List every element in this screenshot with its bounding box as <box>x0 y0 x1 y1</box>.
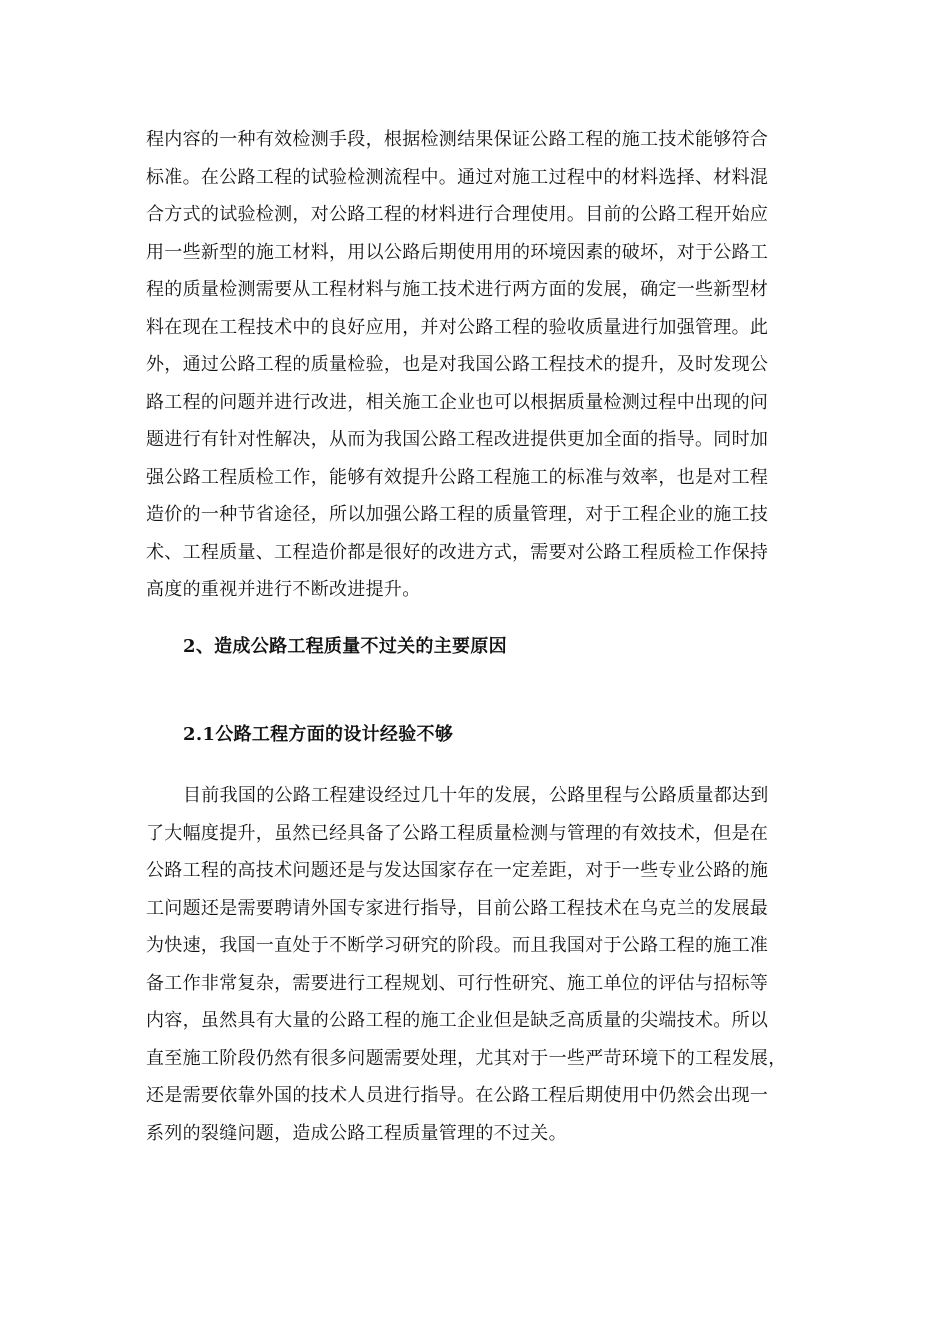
paragraph-line: 直至施工阶段仍然有很多问题需要处理，尤其对于一些严苛环境下的工程发展， <box>146 1047 787 1069</box>
paragraph-line: 造价的一种节省途径，所以加强公路工程的质量管理，对于工程企业的施工技 <box>146 504 769 525</box>
paragraph-line: 强公路工程质检工作，能够有效提升公路工程施工的标准与效率，也是对工程 <box>146 466 769 488</box>
paragraph-line: 备工作非常复杂，需要进行工程规划、可行性研究、施工单位的评估与招标等 <box>146 972 769 994</box>
paragraph-line: 内容，虽然具有大量的公路工程的施工企业但是缺乏高质量的尖端技术。所以 <box>146 1010 769 1031</box>
section-heading-2: 2、造成公路工程质量不过关的主要原因 <box>183 636 507 657</box>
paragraph-line: 高度的重视并进行不断改进提升。 <box>146 579 421 600</box>
subsection-heading-2-1: 2.1公路工程方面的设计经验不够 <box>183 724 454 745</box>
paragraph-line: 题进行有针对性解决，从而为我国公路工程改进提供更加全面的指导。同时加 <box>146 429 769 450</box>
paragraph-1 <box>146 121 812 609</box>
paragraph-line: 程内容的一种有效检测手段，根据检测结果保证公路工程的施工技术能够符合 <box>146 129 769 150</box>
paragraph-line: 标准。在公路工程的试验检测流程中。通过对施工过程中的材料选择、材料混 <box>146 166 769 188</box>
paragraph-line: 系列的裂缝问题，造成公路工程质量管理的不过关。 <box>146 1122 567 1144</box>
paragraph-line: 料在现在工程技术中的良好应用，并对公路工程的验收质量进行加强管理。此 <box>146 316 769 338</box>
paragraph-2 <box>146 777 812 1152</box>
paragraph-line: 外，通过公路工程的质量检验，也是对我国公路工程技术的提升，及时发现公 <box>146 354 769 375</box>
paragraph-line: 了大幅度提升，虽然已经具备了公路工程质量检测与管理的有效技术，但是在 <box>146 822 769 844</box>
paragraph-line: 程的质量检测需要从工程材料与施工技术进行两方面的发展，确定一些新型材 <box>146 279 769 300</box>
paragraph-line: 目前我国的公路工程建设经过几十年的发展，公路里程与公路质量都达到 <box>183 785 769 806</box>
paragraph-line: 工问题还是需要聘请外国专家进行指导，目前公路工程技术在乌克兰的发展最 <box>146 897 769 919</box>
paragraph-line: 路工程的问题并进行改进，相关施工企业也可以根据质量检测过程中出现的问 <box>146 391 769 413</box>
paragraph-line: 公路工程的高技术问题还是与发达国家存在一定差距，对于一些专业公路的施 <box>146 860 769 881</box>
paragraph-line: 合方式的试验检测，对公路工程的材料进行合理使用。目前的公路工程开始应 <box>146 204 769 225</box>
paragraph-line: 为快速，我国一直处于不断学习研究的阶段。而且我国对于公路工程的施工准 <box>146 935 769 956</box>
paragraph-line: 用一些新型的施工材料，用以公路后期使用用的环境因素的破坏，对于公路工 <box>146 241 769 263</box>
paragraph-line: 术、工程质量、工程造价都是很好的改进方式，需要对公路工程质检工作保持 <box>146 541 769 563</box>
paragraph-line: 还是需要依靠外国的技术人员进行指导。在公路工程后期使用中仍然会出现一 <box>146 1085 769 1106</box>
